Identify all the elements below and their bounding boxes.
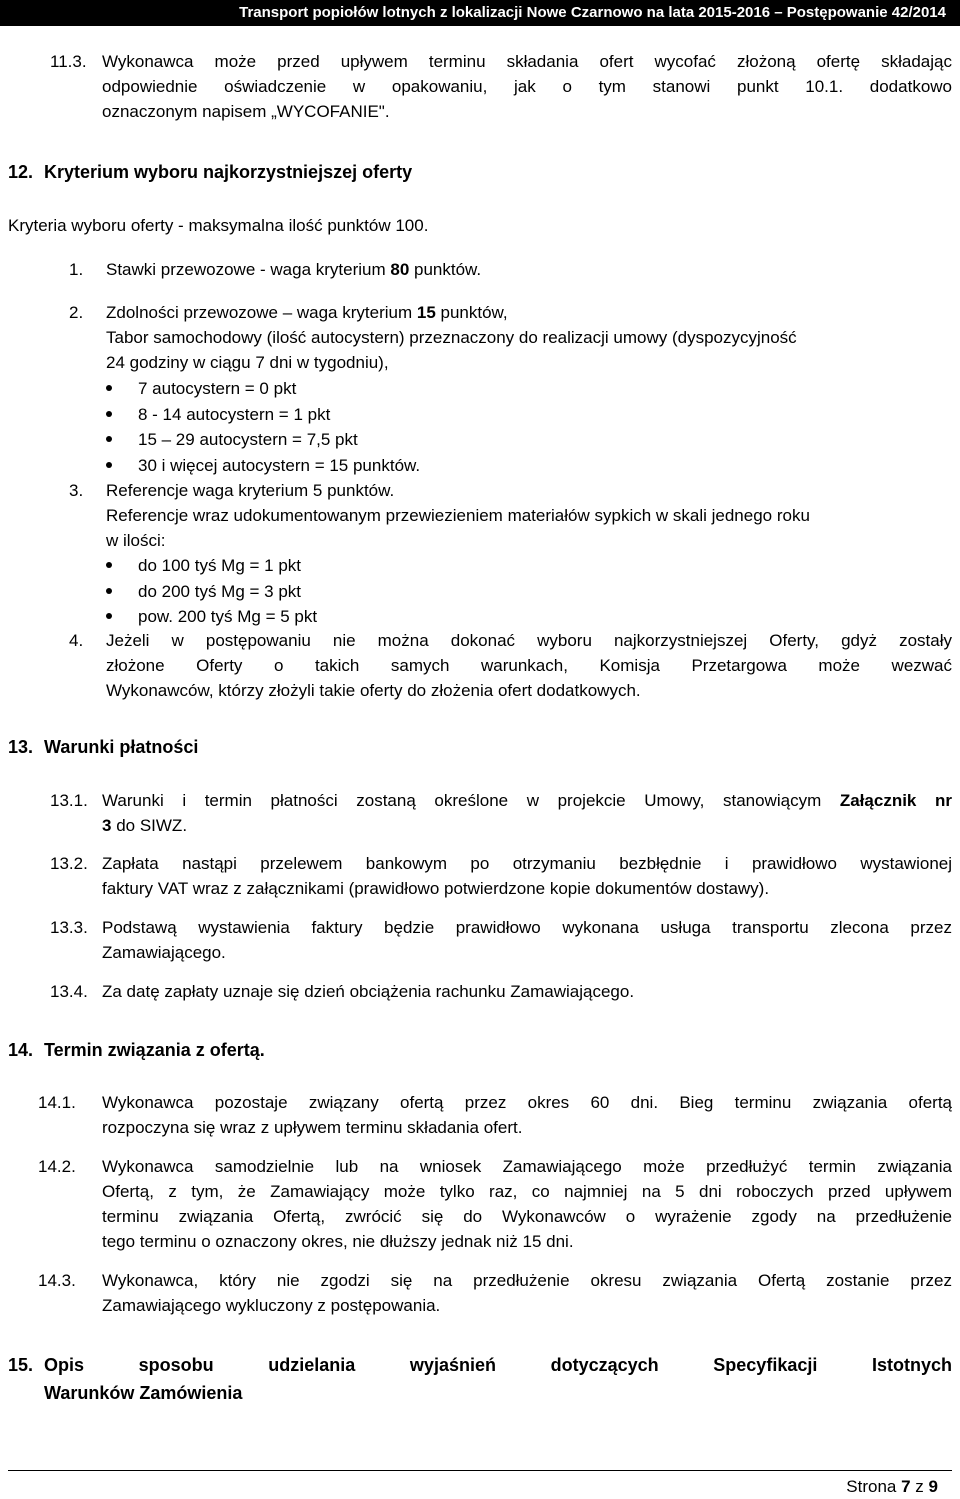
item-number: 13.2. — [50, 854, 88, 873]
list-item: 15 – 29 autocystern = 7,5 pkt — [106, 427, 706, 453]
list-item: pow. 200 tyś Mg = 5 pkt — [106, 604, 706, 630]
section-title: Termin związania z ofertą. — [44, 1040, 265, 1060]
footer-rule — [8, 1470, 952, 1471]
paragraph-line: rozpoczyna się wraz z upływem terminu składania ofert. — [102, 1118, 523, 1137]
list-item: do 100 tyś Mg = 1 pkt — [106, 553, 706, 579]
paragraph-line: Jeżeli w postępowaniu nie można dokonać wyboru najkorzystniejszej Oferty, gdyż zostały — [106, 631, 952, 650]
criterion-2 — [106, 300, 952, 375]
item-number: 1. — [69, 260, 84, 279]
criterion-text: punktów. — [409, 260, 482, 279]
section-number: 11.3. — [50, 52, 87, 71]
paragraph-line: terminu związania Ofertą, zwrócić się do Wykonawców o wyrażenie zgody na przedłużenie — [102, 1207, 952, 1226]
title-line: Warunków Zamówienia — [44, 1383, 243, 1403]
criterion-weight: 80 — [390, 260, 410, 279]
list-item: 7 autocystern = 0 pkt — [106, 376, 706, 402]
section-title: Warunki płatności — [44, 737, 199, 757]
paragraph-line: Wykonawców, którzy złożyli takie oferty do złożenia ofert dodatkowych. — [106, 681, 641, 700]
criterion-line: w ilości: — [106, 531, 166, 550]
attachment-ref: Załącznik nr — [839, 791, 952, 810]
paragraph-11-3 — [102, 49, 952, 124]
criterion-line: Zdolności przewozowe – waga kryterium 15 punktów, — [106, 303, 508, 322]
paragraph-line: Zapłata nastąpi przelewem bankowym po otrzymaniu bezbłędnie i prawidłowo wystawionej — [102, 854, 952, 873]
section-title: Kryterium wyboru najkorzystniejszej oferty — [44, 162, 413, 182]
paragraph-13-3 — [102, 915, 952, 965]
paragraph-line: odpowiednie oświadczenie w opakowaniu, jak o tym stanowi punkt 10.1. dodatkowo — [102, 77, 952, 96]
paragraph-line: Wykonawca może przed upływem terminu składania ofert wycofać złożoną ofertę składając — [102, 52, 952, 71]
section-number: 12. — [8, 162, 34, 182]
section-number: 13. — [8, 737, 34, 757]
item-number: 14.1. — [38, 1093, 76, 1112]
paragraph-14-1 — [102, 1090, 952, 1140]
paragraph-line: Wykonawca pozostaje związany ofertą przez okres 60 dni. Bieg terminu związania ofertą — [102, 1093, 952, 1112]
list-item: 8 - 14 autocystern = 1 pkt — [106, 402, 706, 428]
list-item: do 200 tyś Mg = 3 pkt — [106, 579, 706, 605]
section-title — [44, 1351, 952, 1407]
item-number: 13.1. — [50, 791, 88, 810]
document-header: Transport popiołów lotnych z lokalizacji Nowe Czarnowo na lata 2015-2016 – Postępowanie 42/2014 — [0, 0, 960, 26]
item-number: 4. — [69, 631, 84, 650]
paragraph-line: Ofertą, z tym, że Zamawiający może tylko raz, co najmniej na 5 dni roboczych przed upływem — [102, 1182, 952, 1201]
paragraph-line: Zamawiającego wykluczony z postępowania. — [102, 1296, 441, 1315]
criterion-line: Referencje waga kryterium 5 punktów. — [106, 481, 395, 500]
item-number: 14.3. — [38, 1271, 76, 1290]
paragraph-13-4: Za datę zapłaty uznaje się dzień obciążenia rachunku Zamawiającego. — [102, 982, 635, 1001]
criterion-weight: 15 — [416, 303, 436, 322]
criterion-3 — [106, 478, 952, 553]
criterion-1 — [106, 257, 481, 282]
item-number: 14.2. — [38, 1157, 76, 1176]
item-number: 13.4. — [50, 982, 88, 1001]
section-number: 14. — [8, 1040, 34, 1060]
criteria-intro: Kryteria wyboru oferty - maksymalna ilość punktów 100. — [8, 216, 429, 235]
paragraph-line: oznaczonym napisem „WYCOFANIE". — [102, 102, 390, 121]
paragraph-line: tego terminu o oznaczony okres, nie dłuższy jednak niż 15 dni. — [102, 1232, 574, 1251]
list-item: 30 i więcej autocystern = 15 punktów. — [106, 453, 706, 479]
fleet-bullet-list — [106, 376, 706, 478]
paragraph-line: faktury VAT wraz z załącznikami (prawidłowo potwierdzone kopie dokumentów dostawy). — [102, 879, 770, 898]
paragraph-line: Wykonawca, który nie zgodzi się na przedłużenie okresu związania Ofertą zostanie przez — [102, 1271, 952, 1290]
paragraph-14-2 — [102, 1154, 952, 1254]
item-number: 2. — [69, 303, 84, 322]
paragraph-line: Warunki i termin płatności zostaną określone w projekcie Umowy, stanowiącym Załącznik nr — [102, 791, 952, 810]
paragraph-line: złożone Oferty o takich samych warunkach, Komisja Przetargowa może wezwać — [106, 656, 952, 675]
paragraph-line: Podstawą wystawienia faktury będzie prawidłowo wykonana usługa transportu zlecona przez — [102, 918, 952, 937]
section-number: 15. — [8, 1355, 34, 1375]
paragraph-line: Wykonawca samodzielnie lub na wniosek Zamawiającego może przedłużyć termin związania — [102, 1157, 952, 1176]
criterion-line: 24 godziny w ciągu 7 dni w tygodniu), — [106, 353, 389, 372]
paragraph-line: Zamawiającego. — [102, 943, 226, 962]
criterion-line: Referencje wraz udokumentowanym przewiezieniem materiałów sypkich w skali jednego roku — [106, 506, 810, 525]
paragraph-14-3 — [102, 1268, 952, 1318]
paragraph-line: 3 do SIWZ. — [102, 816, 188, 835]
title-line: Opis sposobu udzielania wyjaśnień dotyczących Specyfikacji Istotnych — [44, 1355, 952, 1375]
criterion-line: Tabor samochodowy (ilość autocystern) przeznaczony do realizacji umowy (dyspozycyjność — [106, 328, 797, 347]
item-number: 13.3. — [50, 918, 88, 937]
paragraph-13-2 — [102, 851, 952, 901]
references-bullet-list — [106, 553, 706, 630]
criterion-text: Stawki przewozowe - waga kryterium — [106, 260, 391, 279]
paragraph-13-1 — [102, 788, 952, 838]
criterion-4 — [106, 628, 952, 703]
item-number: 3. — [69, 481, 84, 500]
page-number: Strona 7 z 9 — [846, 1477, 938, 1496]
